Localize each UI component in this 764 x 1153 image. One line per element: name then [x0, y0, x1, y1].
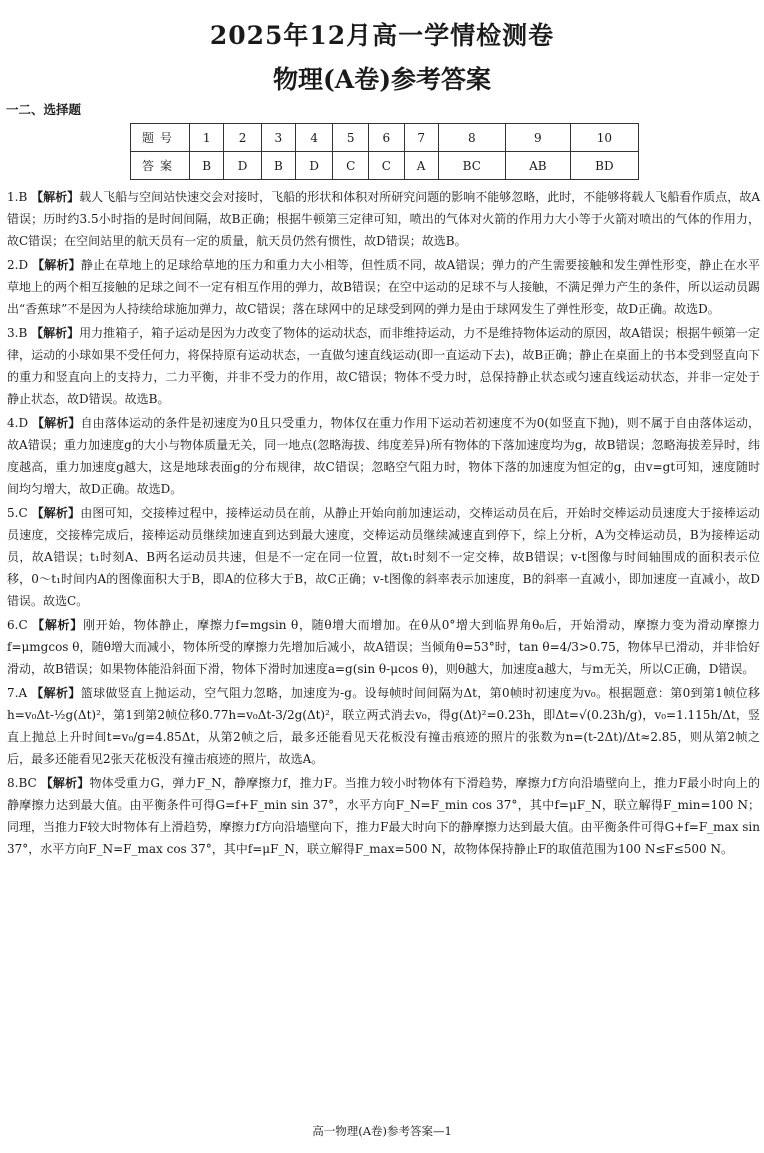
item-number: 3.B: [7, 326, 28, 340]
explanation-item: [7, 772, 760, 860]
explanation-item: [7, 412, 760, 500]
answer-table-number-row: [131, 124, 639, 152]
analysis-tag: 【解析】: [31, 506, 81, 520]
item-number: 2.D: [7, 258, 29, 272]
answer-cell: BC: [438, 152, 505, 180]
item-text: 物体受重力G，弹力F_N，静摩擦力f，推力F。当推力较小时物体有下滑趋势，摩擦力f方向沿墙壁向上，推力F最小时向上的静摩擦力达到最大值。由平衡条件可得G=f+F_min sin 37°，水平方向F_N=F_min cos 37°，其中f=μF_N，联立解得F_min=100 N；同理，当推力F较大时物体有上滑趋势，摩擦力f方向沿墙壁向下，推力F最大时向下的静摩擦力达到最大值。由平衡条件可得G+f=F_max sin 37°，水平方向F_N=F_max cos 37°，其中f=μF_N，联立解得F_max=500 N，故物体保持静止F的取值范围为100 N≤F≤500 N。: [7, 776, 760, 856]
item-number: 4.D: [7, 416, 29, 430]
analysis-tag: 【解析】: [31, 326, 80, 340]
item-number: 8.BC: [7, 776, 37, 790]
explanation-item: [7, 322, 760, 410]
item-text: 用力推箱子，箱子运动是因为力改变了物体的运动状态，而非维持运动，力不是维持物体运动的原因，故A错误；根据牛顿第一定律，运动的小球如果不受任何力，将保持原有运动状态，一直做匀速直线运动(即一直运动下去)，故B正确；静止在桌面上的书本受到竖直向下的重力和竖直向上的支持力，二力平衡，并非不受力的作用，故C错误；物体不受力时，总保持静止状态或匀速直线运动状态，并非一定处于静止状态，故D错误。故选B。: [7, 326, 760, 406]
section-label: 一二、选择题: [6, 102, 82, 117]
item-number: 6.C: [7, 618, 28, 632]
item-number: 5.C: [7, 506, 28, 520]
item-text: 篮球做竖直上抛运动，空气阻力忽略，加速度为-g。设每帧时间间隔为Δt，第0帧时初速度为v₀。根据题意：第0到第1帧位移h=v₀Δt-½g(Δt)²，第1到第2帧位移0.77h=v₀Δt-3/2g(Δt)²，联立两式消去v₀，得g(Δt)²=0.23h，即Δt=√(0.23h/g)，v₀=1.115h/Δt，竖直上抛总上升时间t=v₀/g=4.85Δt，从第2帧之后，最多还能看见天花板没有撞击痕迹的照片的张数为n=(t-2Δt)/Δt≈2.85，则从第2帧之后，最多还能看见2张天花板没有撞击痕迹的照片，故选A。: [7, 686, 760, 766]
question-number: 4: [296, 124, 333, 152]
analysis-tag: 【解析】: [32, 258, 81, 272]
page-title: 2025年12月高一学情检测卷: [209, 21, 555, 50]
answer-cell: B: [190, 152, 224, 180]
question-number: 6: [369, 124, 405, 152]
question-number: 3: [261, 124, 295, 152]
explanation-item: [7, 254, 760, 320]
answer-table: [130, 123, 639, 180]
item-number: 1.B: [7, 190, 28, 204]
answer-cell: B: [261, 152, 295, 180]
page-subtitle: 物理(A卷)参考答案: [272, 65, 492, 94]
answer-cell: C: [369, 152, 405, 180]
analysis-tag: 【解析】: [31, 686, 81, 700]
answer-table-answer-row: [131, 152, 639, 180]
row-label-answer: 答案: [131, 152, 190, 180]
explanation-item: [7, 614, 760, 680]
item-text: 刚开始，物体静止，摩擦力f=mgsin θ，随θ增大而增加。在θ从0°增大到临界角θ₀后，开始滑动，摩擦力变为滑动摩擦力f=μmgcos θ，随θ增大而减小，物体所受的摩擦力先增加后减小，故A错误；当倾角θ=53°时，tan θ=4/3>0.75，物体早已滑动，并非恰好滑动，故B错误；如果物体能沿斜面下滑，物体下滑时加速度a=g(sin θ-μcos θ)，则θ越大，加速度a越大，与m无关，所以C正确，D错误。: [7, 618, 760, 676]
analysis-tag: 【解析】: [32, 416, 81, 430]
item-text: 自由落体运动的条件是初速度为0且只受重力，物体仅在重力作用下运动若初速度不为0(如竖直下抛)，则不属于自由落体运动，故A错误；重力加速度g的大小与物体质量无关，同一地点(忽略海拔、纬度差异)所有物体的下落加速度均为g，故B错误；忽略海拔差异时，纬度越高，重力加速度g越大，这是地球表面g的分布规律，故C错误；忽略空气阻力时，物体下落的加速度为恒定的g，由v=gt可知，速度随时间均匀增大，故D正确。故选D。: [7, 416, 760, 496]
answer-cell: D: [224, 152, 261, 180]
page-footer: 高一物理(A卷)参考答案—1: [312, 1124, 452, 1138]
row-label-number: 题号: [131, 124, 190, 152]
question-number: 9: [505, 124, 570, 152]
item-text: 载人飞船与空间站快速交会对接时，飞船的形状和体积对所研究问题的影响不能够忽略，此时，不能够将载人飞船看作质点，故A错误；历时约3.5小时指的是时间间隔，故B正确；根据牛顿第三定律可知，喷出的气体对火箭的作用力大小等于火箭对喷出的气体的作用力，故C错误；在空间站里的航天员有一定的质量，航天员仍然有惯性，故D错误；故选B。: [7, 190, 760, 248]
question-number: 1: [190, 124, 224, 152]
answer-cell: D: [296, 152, 333, 180]
answer-cell: BD: [570, 152, 638, 180]
answer-cell: AB: [505, 152, 570, 180]
answer-cell: C: [333, 152, 369, 180]
item-text: 静止在草地上的足球给草地的压力和重力大小相等，但性质不同，故A错误；弹力的产生需要接触和发生弹性形变，静止在水平草地上的两个相互接触的足球之间不一定有相互作用的弹力，故B错误；在空中运动的足球不与人接触，不满足弹力产生的条件，所以运动员踢出“香蕉球”不是因为人持续给球施加弹力，故C错误；落在球网中的足球受到网的弹力是由于球网发生了弹性形变，故D正确。故选D。: [7, 258, 760, 316]
item-text: 由图可知，交接棒过程中，接棒运动员在前，从静止开始向前加速运动，交棒运动员在后，开始时交棒运动员速度大于接棒运动员速度，交接棒完成后，接棒运动员继续加速直到达到最大速度，交棒运动员继续减速直到停下，综上分析，A为交棒运动员，B为接棒运动员，故A错误；t₁时刻A、B两名运动员共速，但是不一定在同一位置，故t₁时刻不一定交棒，故B错误；v-t图像与时间轴围成的面积表示位移，0～t₁时间内A的图像面积大于B，即A的位移大于B，故C正确；v-t图像的斜率表示加速度，B的斜率一直减小，即加速度一直减小，故D错误。故选C。: [7, 506, 760, 608]
question-number: 2: [224, 124, 261, 152]
question-number: 5: [333, 124, 369, 152]
answer-cell: A: [404, 152, 438, 180]
analysis-tag: 【解析】: [31, 190, 80, 204]
analysis-tag: 【解析】: [32, 618, 83, 632]
explanation-list: [7, 186, 760, 862]
explanation-item: [7, 502, 760, 612]
question-number: 10: [570, 124, 638, 152]
analysis-tag: 【解析】: [40, 776, 90, 790]
explanation-item: [7, 186, 760, 252]
item-number: 7.A: [7, 686, 28, 700]
question-number: 8: [438, 124, 505, 152]
question-number: 7: [404, 124, 438, 152]
explanation-item: [7, 682, 760, 770]
